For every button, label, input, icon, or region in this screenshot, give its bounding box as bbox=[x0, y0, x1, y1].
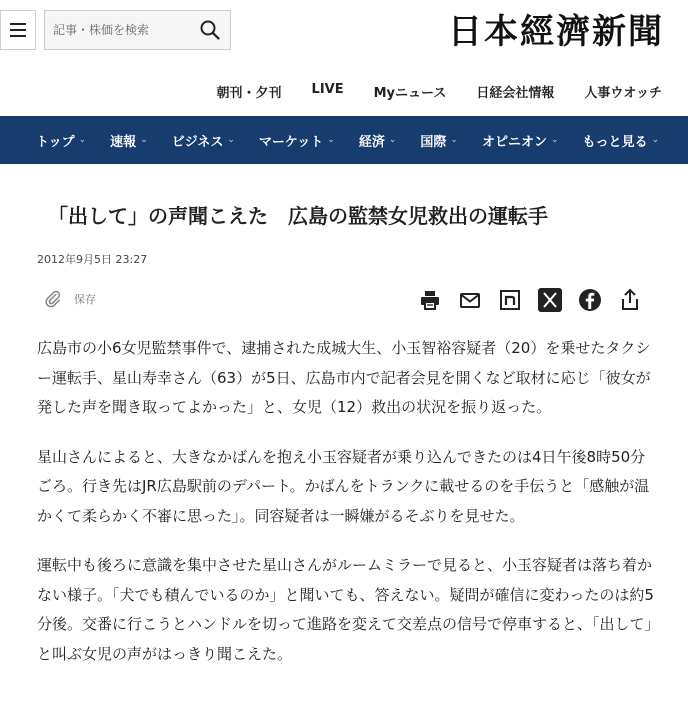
chevron-down-icon: ⌄ bbox=[651, 135, 660, 145]
subnav-item-mynews[interactable]: Myニュース bbox=[373, 86, 447, 101]
chevron-down-icon: ⌄ bbox=[550, 135, 559, 145]
article-paragraph: 運転中も後ろに意識を集中させた星山さんがルームミラーで見ると、小玉容疑者は落ち着かない様子。「犬でも積んでいるのか」と聞いても、答えない。疑問が確信に変わったのは約5分後。交番に行こうとハンドルを切って進路を変えて交差点の信号で停車すると、「出して」と叫ぶ女児の声がはっきり聞こえた。 bbox=[37, 556, 654, 663]
site-logo[interactable]: 日本經濟新聞 bbox=[448, 12, 664, 52]
top-header bbox=[0, 0, 688, 62]
nav-item-market[interactable]: マーケット ⌄ bbox=[258, 134, 335, 150]
chevron-down-icon: ⌄ bbox=[450, 135, 458, 145]
article-headline: 「出して」の声聞こえた 広島の監禁女児救出の運転手 bbox=[48, 204, 548, 228]
subnav-item-paper[interactable]: 朝刊・夕刊 bbox=[216, 86, 282, 101]
article-paragraph: 広島市の小6女児監禁事件で、逮捕された成城大生、小玉智裕容疑者（20）を乗せたタクシー運転手、星山寿幸さん（63）が5日、広島市内で記者会見を開くなど取材に応じ「彼女が発した声を聞き取ってよかった」と、女児（12）救出の状況を振り返った。 bbox=[37, 339, 651, 416]
facebook-icon[interactable] bbox=[578, 288, 602, 312]
nav-item-economy[interactable]: 経済 ⌄ bbox=[358, 134, 397, 150]
subnav-item-jinji-watch[interactable]: 人事ウオッチ bbox=[584, 86, 662, 101]
nav-item-top[interactable]: トップ ⌄ bbox=[36, 134, 87, 150]
nav-item-breaking[interactable]: 速報 ⌄ bbox=[110, 134, 148, 150]
x-twitter-icon[interactable] bbox=[538, 288, 562, 312]
chevron-down-icon: ⌄ bbox=[388, 135, 397, 145]
paperclip-icon bbox=[44, 290, 62, 308]
chevron-down-icon: ⌄ bbox=[78, 135, 87, 145]
search-input[interactable] bbox=[45, 11, 195, 49]
mail-icon[interactable] bbox=[458, 288, 482, 312]
share-icon[interactable] bbox=[618, 288, 642, 312]
share-toolbar bbox=[418, 288, 642, 312]
chevron-down-icon: ⌄ bbox=[227, 135, 235, 145]
search-box bbox=[44, 10, 231, 50]
note-icon[interactable] bbox=[498, 288, 522, 312]
search-icon[interactable] bbox=[200, 20, 220, 40]
article-paragraph: 星山さんによると、大きなかばんを抱え小玉容疑者が乗り込んできたのは4日午後8時50分ごろ。行き先はJR広島駅前のデパート。かばんをトランクに載せるのを手伝うと「感触が温かくて柔らかく不審に思った」。同容疑者は一瞬嫌がるそぶりを見せた。 bbox=[37, 447, 650, 525]
chevron-down-icon: ⌄ bbox=[140, 135, 148, 145]
subnav-item-company-info[interactable]: 日経会社情報 bbox=[476, 86, 555, 101]
article-body bbox=[37, 334, 657, 689]
save-button[interactable] bbox=[44, 290, 96, 308]
chevron-down-icon: ⌄ bbox=[327, 135, 335, 145]
nav-item-world[interactable]: 国際 ⌄ bbox=[420, 134, 458, 150]
menu-button[interactable] bbox=[0, 10, 36, 50]
save-label: 保存 bbox=[74, 293, 96, 306]
hamburger-icon bbox=[10, 23, 26, 25]
nav-item-more[interactable]: もっと見る ⌄ bbox=[582, 134, 660, 150]
nav-item-business[interactable]: ビジネス ⌄ bbox=[171, 134, 235, 150]
main-navigation bbox=[0, 116, 688, 164]
nav-item-opinion[interactable]: オピニオン ⌄ bbox=[481, 134, 559, 150]
subnav-item-live[interactable]: LIVE bbox=[311, 82, 344, 97]
sub-navigation bbox=[217, 82, 662, 101]
article-date: 2012年9月5日 23:27 bbox=[37, 253, 148, 266]
print-icon[interactable] bbox=[418, 288, 442, 312]
